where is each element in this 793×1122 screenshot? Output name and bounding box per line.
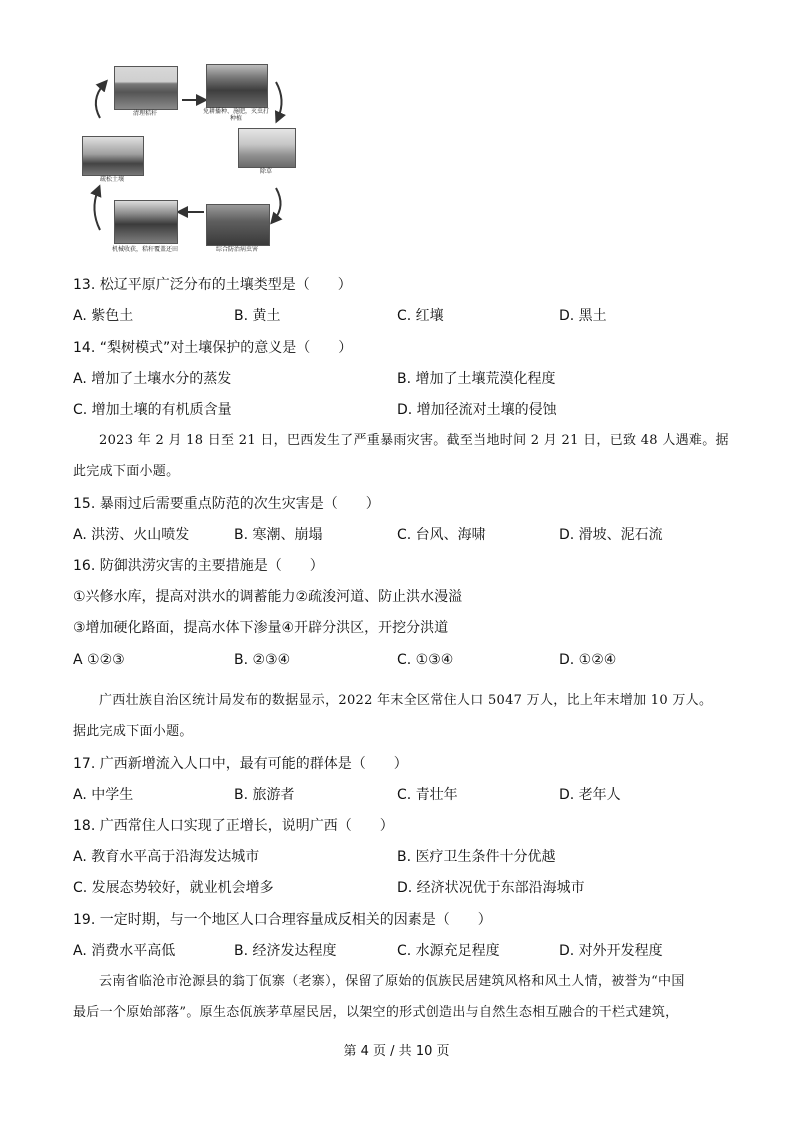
q15-option-d: D. 滑坡、泥石流 [559, 527, 663, 543]
q18-option-d: D. 经济状况优于东部沿海城市 [397, 880, 585, 896]
q15-option-b: B. 寒潮、崩塌 [234, 527, 323, 543]
q17-option-c: C. 青壮年 [397, 787, 458, 803]
q18-option-a: A. 教育水平高于沿海发达城市 [73, 849, 260, 865]
page-footer: 第 4 页 / 共 10 页 [343, 1044, 450, 1059]
q14-option-b: B. 增加了土壤荒漠化程度 [397, 371, 556, 387]
q13-option-b: B. 黄土 [234, 308, 281, 324]
question-19-stem: 19. 一定时期，与一个地区人口合理容量成反相关的因素是（ ） [73, 912, 492, 928]
question-13-stem: 13. 松辽平原广泛分布的土壤类型是（ ） [73, 277, 352, 293]
photo-loosen-soil [82, 136, 144, 176]
arrow-down-right [276, 82, 282, 118]
q15-option-a: A. 洪涝、火山喷发 [73, 527, 190, 543]
q13-option-c: C. 红壤 [397, 308, 444, 324]
passage-3-line-2: 最后一个原始部落”。原生态佤族茅草屋民居，以架空的形式创造出与自然生态相互融合的干栏式建筑， [73, 1005, 679, 1020]
q13-option-d: D. 黑土 [559, 308, 607, 324]
caption-harvest: 机械收获，秸秆覆盖还田 [111, 246, 178, 253]
passage-3-line-1: 云南省临沧市沧源县的翁丁佤寨（老寨），保留了原始的佤族民居建筑风格和风土人情，被誉为“中国 [99, 974, 685, 989]
q18-option-b: B. 医疗卫生条件十分优越 [397, 849, 556, 865]
q17-option-b: B. 旅游者 [234, 787, 295, 803]
q18-option-c: C. 发展态势较好，就业机会增多 [73, 880, 274, 896]
q16-option-a: A ①②③ [73, 652, 125, 668]
q16-statements-line-1: ①兴修水库，提高对洪水的调蓄能力②疏浚河道、防止洪水漫溢 [73, 589, 463, 605]
q19-option-b: B. 经济发达程度 [234, 943, 337, 959]
caption-no-till-sowing: 免耕播种、施肥，灭虫打种植 [202, 108, 269, 122]
farming-cycle-diagram [78, 60, 300, 256]
q14-option-a: A. 增加了土壤水分的蒸发 [73, 371, 232, 387]
arrow-up-left [94, 190, 100, 230]
q14-option-c: C. 增加土壤的有机质含量 [73, 402, 232, 418]
question-18-stem: 18. 广西常住人口实现了正增长，说明广西（ ） [73, 818, 394, 834]
q16-option-d: D. ①②④ [559, 652, 617, 668]
photo-no-till-sowing [206, 64, 268, 108]
passage-1-line-2: 此完成下面小题。 [73, 464, 180, 479]
q19-option-c: C. 水源充足程度 [397, 943, 500, 959]
arrow-down-right-2 [274, 188, 281, 220]
q17-option-d: D. 老年人 [559, 787, 621, 803]
photo-clear-straw [114, 66, 178, 110]
caption-pest-control: 综合防治病虫害 [215, 246, 258, 253]
passage-2-line-1: 广西壮族自治区统计局发布的数据显示，2022 年末全区常住人口 5047 万人，比上年末增加 10 万人。 [99, 693, 713, 708]
q16-option-c: C. ①③④ [397, 652, 454, 668]
q13-option-a: A. 紫色土 [73, 308, 134, 324]
caption-clear-straw: 清理秸秆 [132, 110, 157, 117]
caption-weeding: 除草 [259, 168, 272, 175]
q17-option-a: A. 中学生 [73, 787, 134, 803]
photo-pest-control [206, 204, 270, 246]
caption-loosen-soil: 疏松土壤 [99, 176, 124, 183]
q16-option-b: B. ②③④ [234, 652, 291, 668]
question-15-stem: 15. 暴雨过后需要重点防范的次生灾害是（ ） [73, 496, 380, 512]
question-16-stem: 16. 防御洪涝灾害的主要措施是（ ） [73, 558, 324, 574]
photo-harvest [114, 200, 178, 244]
q15-option-c: C. 台风、海啸 [397, 527, 486, 543]
q19-option-a: A. 消费水平高低 [73, 943, 176, 959]
q19-option-d: D. 对外开发程度 [559, 943, 663, 959]
passage-2-line-2: 据此完成下面小题。 [73, 724, 193, 739]
photo-weeding [238, 128, 296, 168]
question-14-stem: 14. “梨树模式”对土壤保护的意义是（ ） [73, 340, 353, 356]
q14-option-d: D. 增加径流对土壤的侵蚀 [397, 402, 557, 418]
arrow-up-left-2 [96, 84, 104, 118]
question-17-stem: 17. 广西新增流入人口中，最有可能的群体是（ ） [73, 756, 408, 772]
q16-statements-line-2: ③增加硬化路面，提高水体下渗量④开辟分洪区，开挖分洪道 [73, 620, 449, 636]
passage-1-line-1: 2023 年 2 月 18 日至 21 日，巴西发生了严重暴雨灾害。截至当地时间 2 月 21 日，已致 48 人遇难。据 [99, 433, 729, 448]
